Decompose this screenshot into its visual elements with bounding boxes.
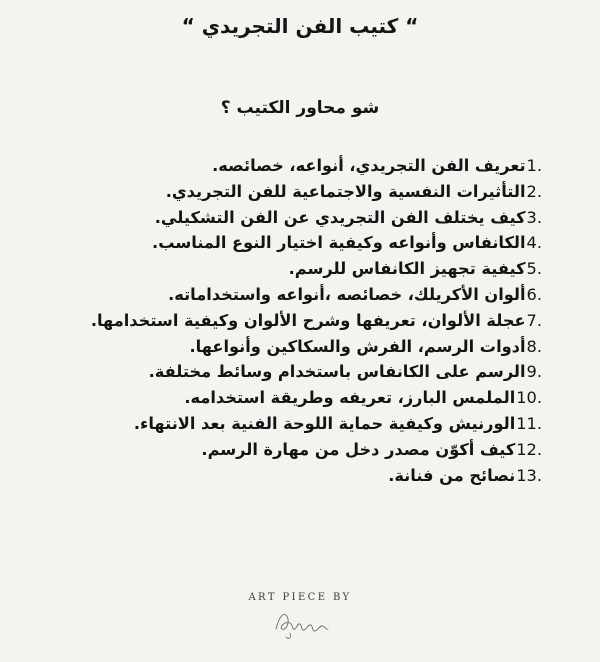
list-item <box>42 282 542 308</box>
item-text: ألوان الأكريلك، خصائصه ،أنواعه واستخداماته. <box>168 284 526 304</box>
item-number: 3. <box>526 207 542 227</box>
item-text: أدوات الرسم، الفرش والسكاكين وأنواعها. <box>189 336 526 356</box>
list-item <box>42 385 542 411</box>
item-text: الكانفاس وأنواعه وكيفية اختيار النوع المناسب. <box>152 233 526 253</box>
list-item <box>42 256 542 282</box>
list-item <box>42 437 542 463</box>
item-text: الرسم على الكانفاس باستخدام وسائط مختلفة. <box>148 362 526 382</box>
item-text: الملمس البارز، تعريفه وطريقة استخدامه. <box>184 388 516 408</box>
item-number: 4. <box>526 233 542 253</box>
item-text: عجلة الألوان، تعريفها وشرح الألوان وكيفية استخدامها. <box>90 310 526 330</box>
item-text: تعريف الفن التجريدي، أنواعه، خصائصه. <box>212 156 526 175</box>
signature-icon <box>268 605 332 641</box>
footer-label: ART PIECE BY <box>248 592 352 603</box>
list-item <box>42 230 542 256</box>
item-number: 7. <box>526 310 542 330</box>
item-text: التأثيرات النفسية والاجتماعية للفن التجريدي. <box>165 181 526 201</box>
item-text: الورنيش وكيفية حماية اللوحة الفنية بعد الانتهاء. <box>133 413 516 433</box>
item-text: كيفية تجهيز الكانفاس للرسم. <box>288 259 526 279</box>
item-number: 2. <box>526 181 542 201</box>
item-text: نصائح من فنانة. <box>388 465 516 485</box>
item-number: 10. <box>516 388 542 408</box>
item-number: 6. <box>526 284 542 304</box>
topics-list <box>42 153 542 488</box>
item-number: 5. <box>526 259 542 279</box>
item-number: 13. <box>516 465 542 485</box>
list-item <box>42 308 542 334</box>
item-text: كيف أكوّن مصدر دخل من مهارة الرسم. <box>201 439 516 459</box>
item-number: 11. <box>516 413 542 433</box>
list-item <box>42 411 542 437</box>
topics-heading: شو محاور الكتيب ؟ <box>220 98 380 118</box>
list-item <box>42 205 542 231</box>
list-item <box>42 179 542 205</box>
item-text: كيف يختلف الفن التجريدي عن الفن التشكيلي. <box>154 207 526 227</box>
list-item <box>42 334 542 360</box>
list-item <box>42 463 542 489</box>
item-number: 1. <box>526 156 542 175</box>
item-number: 8. <box>526 336 542 356</box>
list-item <box>42 153 542 179</box>
booklet-title: “ كتيب الفن التجريدي “ <box>181 14 419 38</box>
item-number: 9. <box>526 362 542 382</box>
artist-signature <box>268 605 332 641</box>
list-item <box>42 359 542 385</box>
item-number: 12. <box>516 439 542 459</box>
